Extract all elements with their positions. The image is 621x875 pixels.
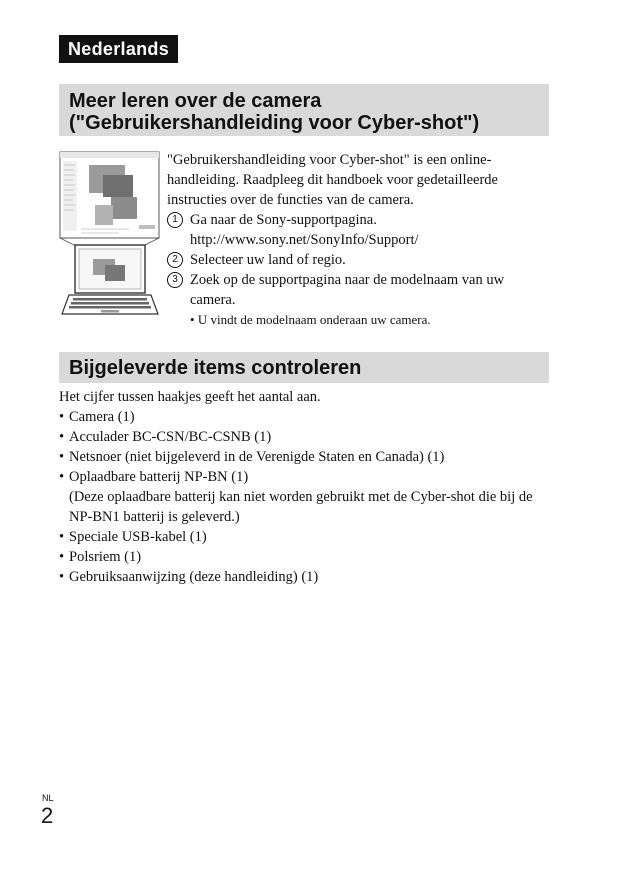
step-2-number: 2 <box>167 252 183 268</box>
list-item: • Acculader BC-CSN/BC-CSNB (1) <box>59 427 554 447</box>
page-language-code: NL <box>42 793 54 803</box>
model-name-note: • U vindt de modelnaam onderaan uw camera. <box>190 312 431 327</box>
section-title-check-items: Bijgeleverde items controleren <box>59 352 549 383</box>
step-2-text: Selecteer uw land of regio. <box>190 252 346 268</box>
list-item: • Netsnoer (niet bijgeleverd in de Verenigde Staten en Canada) (1) <box>59 447 554 467</box>
list-item: • Camera (1) <box>59 407 554 427</box>
supplied-items-list <box>59 407 554 587</box>
battery-note: (Deze oplaadbare batterij kan niet worden gebruikt met de Cyber-shot die bij de NP-BN1 batterij is geleverd.) <box>69 489 533 525</box>
page-number: 2 <box>41 803 54 828</box>
section-title-learn-more <box>59 84 549 136</box>
items-intro: Het cijfer tussen haakjes geeft het aantal aan. <box>59 389 321 405</box>
list-item-battery <box>59 467 554 527</box>
language-tag: Nederlands <box>59 35 178 63</box>
supplied-items-section <box>59 387 554 587</box>
laptop-manual-illustration <box>59 151 160 319</box>
step-3-text: Zoek op de supportpagina naar de modelnaam van uw camera. <box>190 272 505 308</box>
list-item: • Gebruiksaanwijzing (deze handleiding) (1) <box>59 567 554 587</box>
step-1 <box>167 210 552 230</box>
step-1-number: 1 <box>167 212 183 228</box>
battery-item-text: Oplaadbare batterij NP-BN (1) <box>69 469 249 485</box>
step-3 <box>167 270 552 310</box>
step-1-text: Ga naar de Sony-supportpagina. <box>190 212 377 228</box>
step-2 <box>167 250 552 270</box>
step-3-number: 3 <box>167 272 183 288</box>
online-manual-description <box>167 150 552 330</box>
intro-text: "Gebruikershandleiding voor Cyber-shot" is een online-handleiding. Raadpleeg dit handboek voor gedetailleerde instructies over de functies van de camera. <box>167 152 498 208</box>
list-item: • Speciale USB-kabel (1) <box>59 527 554 547</box>
list-item: • Polsriem (1) <box>59 547 554 567</box>
section-title-line-1: Meer leren over de camera <box>69 90 322 112</box>
model-name-note-text: U vindt de modelnaam onderaan uw camera. <box>197 312 431 327</box>
section-title-line-2: ("Gebruikershandleiding voor Cyber-shot") <box>69 112 480 134</box>
support-url[interactable]: http://www.sony.net/SonyInfo/Support/ <box>190 232 419 248</box>
